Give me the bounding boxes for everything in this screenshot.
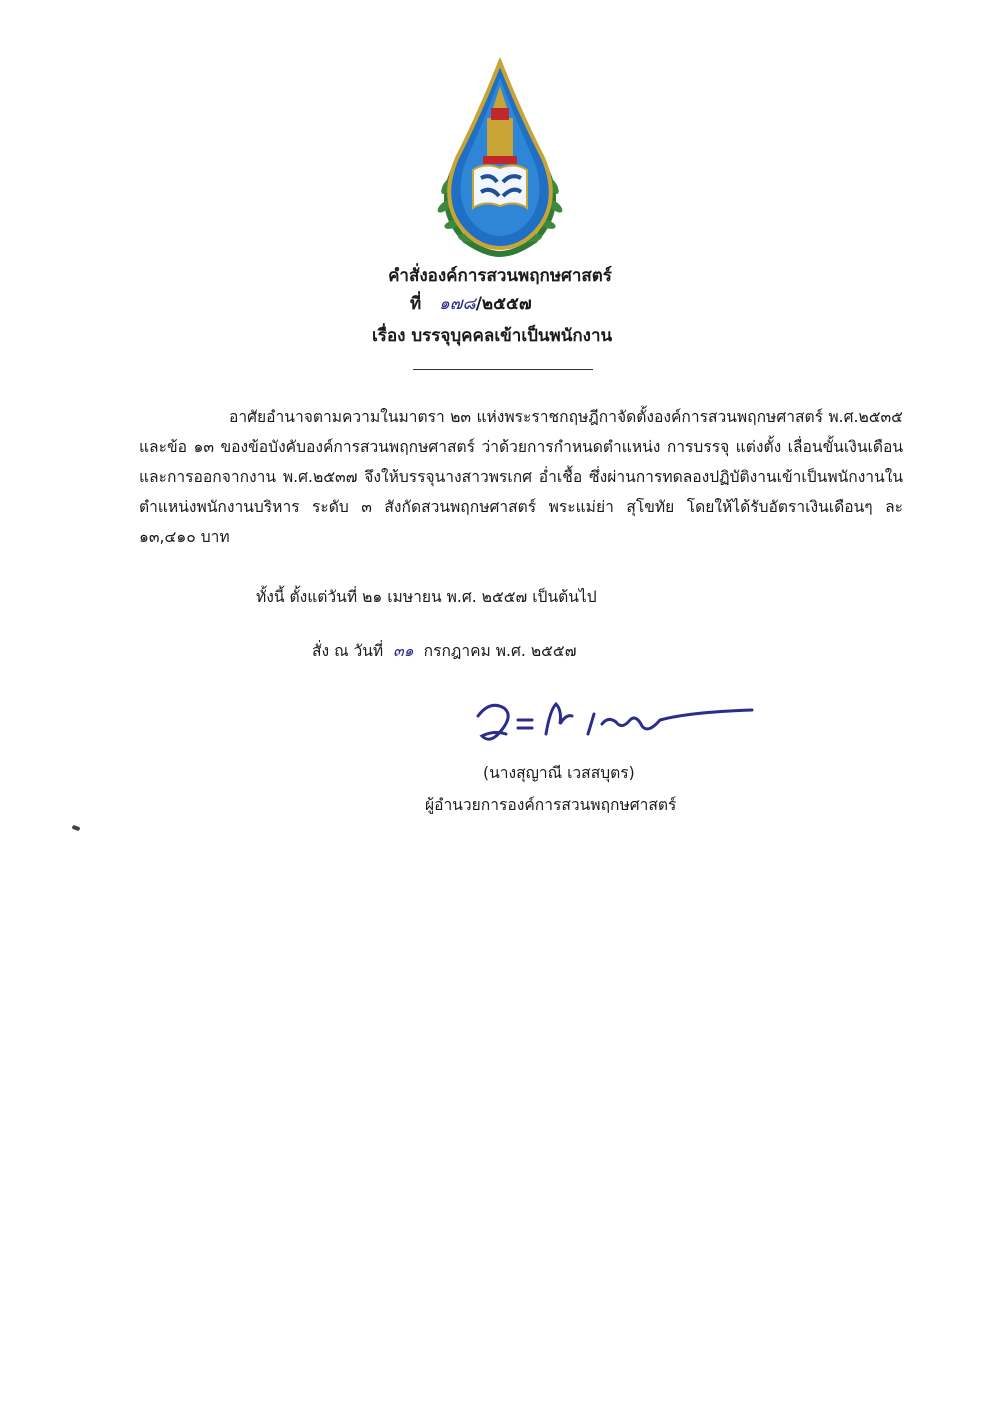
botanical-garden-emblem-icon (425, 58, 575, 258)
order-number-prefix: ที่ (410, 294, 422, 314)
order-paragraph: อาศัยอำนาจตามความในมาตรา ๒๓ แห่งพระราชกฤษฎีกาจัดตั้งองค์การสวนพฤกษศาสตร์ พ.ศ.๒๕๓๕ และข้อ ๑๓ ของข้อบังคับองค์การสวนพฤกษศาสตร์ ว่าด้วยการกำหนดตำแหน่ง การบรรจุ แต่งตั้ง เลื่อนขั้นเงินเดือนและการออกจากงาน พ.ศ.๒๕๓๗ จึงให้บรรจุนางสาวพรเกศ อ่ำเชื้อ ซึ่งผ่านการทดลองปฏิบัติงานเข้าเป็นพนักงานในตำแหน่งพนักงานบริหาร ระดับ ๓ สังกัดสวนพฤกษศาสตร์ พระแม่ย่า สุโขทัย โดยให้ได้รับอัตราเงินเดือนๆ ละ ๑๓,๔๑๐ บาท (139, 408, 903, 546)
order-title: คำสั่งองค์การสวนพฤกษศาสตร์ (388, 266, 612, 286)
signer-title: ผู้อำนวยการองค์การสวนพฤกษศาสตร์ (425, 796, 677, 814)
order-number-handwritten: ๑๗๘ (438, 294, 476, 314)
effective-date-line: ทั้งนี้ ตั้งแต่วันที่ ๒๑ เมษายน พ.ศ. ๒๕๕๗ เป็นต้นไป (256, 588, 597, 606)
order-date-suffix: กรกฎาคม พ.ศ. ๒๕๕๗ (423, 642, 577, 660)
header-divider (413, 369, 593, 370)
signer-name: (นางสุญาณี เวสสบุตร) (483, 764, 635, 782)
order-date-day-handwritten: ๓๑ (393, 642, 414, 660)
order-date-line (312, 638, 576, 663)
order-date-prefix: สั่ง ณ วันที่ (312, 642, 384, 660)
director-signature (470, 690, 760, 750)
order-number (410, 290, 532, 317)
order-body (139, 402, 903, 552)
order-number-suffix: /๒๕๕๗ (475, 294, 532, 314)
scan-speck (72, 825, 81, 831)
order-subject: เรื่อง บรรจุบุคคลเข้าเป็นพนักงาน (372, 326, 613, 346)
